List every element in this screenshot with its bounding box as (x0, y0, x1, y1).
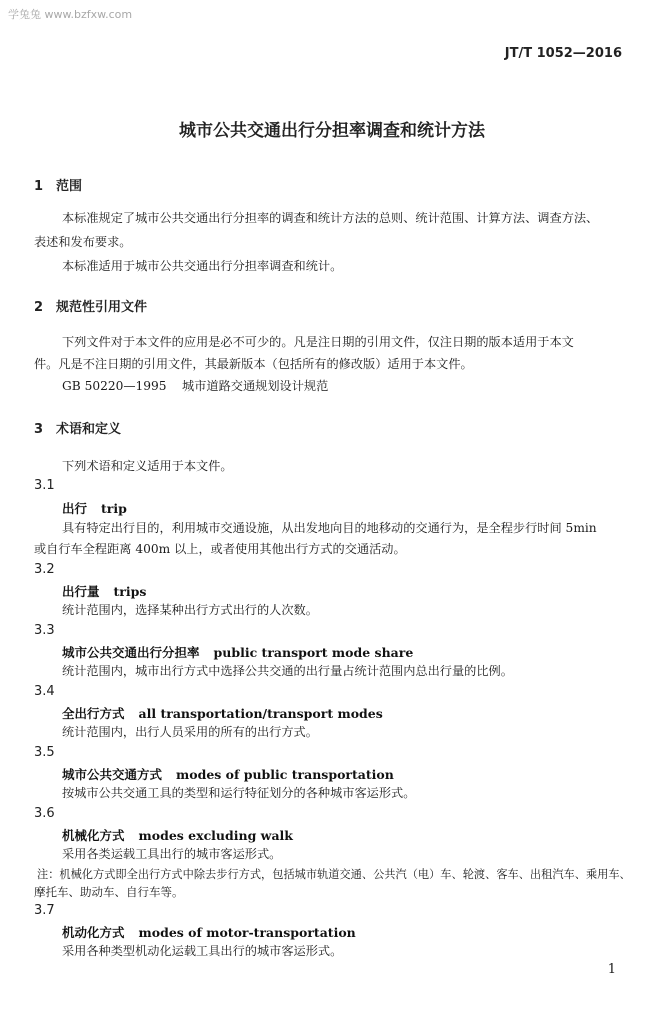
term-number: 3.3 (34, 623, 55, 638)
term-title (62, 826, 293, 844)
section-title: 范围 (56, 179, 83, 194)
term-cn: 机动化方式 (62, 925, 125, 940)
section-number: 1 (34, 179, 44, 194)
definition-line: 按城市公共交通工具的类型和运行特征划分的各种城市客运形式。 (62, 786, 416, 800)
term-cn: 出行 (62, 501, 88, 516)
normative-reference: GB 50220—1995 城市道路交通规划设计规范 (62, 379, 329, 393)
term-en: trips (113, 584, 147, 599)
term-number: 3.6 (34, 806, 55, 821)
paragraph-line: 件。凡是不注日期的引用文件，其最新版本（包括所有的修改版）适用于本文件。 (34, 357, 473, 371)
watermark: 学兔兔 www.bzfxw.com (8, 8, 133, 21)
term-en: modes of public transportation (176, 767, 394, 782)
section-heading-3 (34, 418, 121, 437)
term-title (62, 765, 394, 783)
paragraph-line: 表述和发布要求。 (34, 235, 132, 249)
term-number: 3.5 (34, 745, 55, 760)
term-number: 3.7 (34, 903, 55, 918)
note-line: 摩托车、助动车、自行车等。 (34, 885, 184, 899)
term-en: modes of motor-transportation (138, 925, 356, 940)
definition-line: 统计范围内，城市出行方式中选择公共交通的出行量占统计范围内总出行量的比例。 (62, 664, 513, 678)
term-cn: 城市公共交通出行分担率 (62, 645, 200, 660)
term-title (62, 499, 127, 517)
term-en: all transportation/transport modes (138, 706, 383, 721)
term-title (62, 704, 383, 722)
term-cn: 城市公共交通方式 (62, 767, 163, 782)
document-title: 城市公共交通出行分担率调查和统计方法 (179, 121, 485, 141)
paragraph-line: 本标准规定了城市公共交通出行分担率的调查和统计方法的总则、统计范围、计算方法、调查方法、 (62, 211, 599, 225)
definition-line: 或自行车全程距离 400m 以上，或者使用其他出行方式的交通活动。 (34, 542, 406, 556)
definition-line: 统计范围内，选择某种出行方式出行的人次数。 (62, 603, 318, 617)
definition-line: 采用各类运载工具出行的城市客运形式。 (62, 847, 282, 861)
term-number: 3.2 (34, 562, 55, 577)
section-title: 规范性引用文件 (56, 300, 148, 315)
term-number: 3.4 (34, 684, 55, 699)
definition-line: 采用各种类型机动化运载工具出行的城市客运形式。 (62, 944, 343, 958)
definition-line: 统计范围内，出行人员采用的所有的出行方式。 (62, 725, 318, 739)
definition-line: 具有特定出行目的，利用城市交通设施，从出发地向目的地移动的交通行为，是全程步行时间 5min (62, 521, 597, 535)
section-title: 术语和定义 (56, 422, 122, 437)
section-number: 3 (34, 422, 44, 437)
paragraph-line: 下列文件对于本文件的应用是必不可少的。凡是注日期的引用文件，仅注日期的版本适用于本文 (62, 335, 574, 349)
term-title (62, 582, 146, 600)
section-heading-2 (34, 296, 147, 315)
section-number: 2 (34, 300, 44, 315)
term-en: trip (101, 501, 127, 516)
term-cn: 出行量 (62, 584, 100, 599)
section-heading-1 (34, 175, 82, 194)
standard-number: JT/T 1052—2016 (504, 46, 622, 61)
term-cn: 全出行方式 (62, 706, 125, 721)
term-title (62, 643, 413, 661)
note-line: 注：机械化方式即全出行方式中除去步行方式，包括城市轨道交通、公共汽（电）车、轮渡、客车、出租汽车、乘用车、 (37, 868, 631, 881)
paragraph-line: 本标准适用于城市公共交通出行分担率调查和统计。 (62, 259, 343, 273)
term-number: 3.1 (34, 478, 55, 493)
term-en: public transport mode share (213, 645, 414, 660)
term-cn: 机械化方式 (62, 828, 125, 843)
paragraph-line: 下列术语和定义适用于本文件。 (62, 459, 233, 473)
page-number: 1 (607, 962, 616, 977)
term-title (62, 923, 356, 941)
term-en: modes excluding walk (138, 828, 293, 843)
